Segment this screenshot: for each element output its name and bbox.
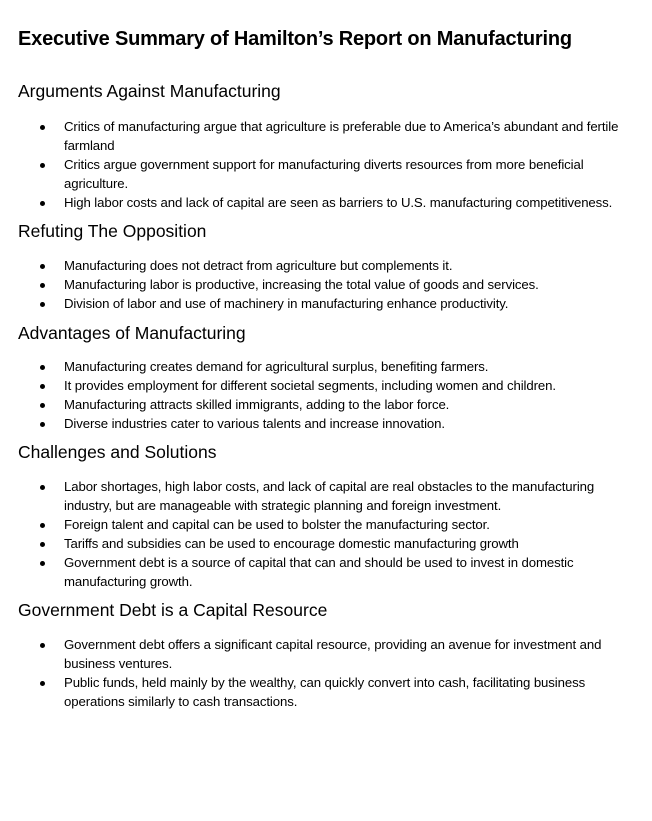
bullet-text: Manufacturing attracts skilled immigrants, adding to the labor force. [64, 397, 450, 412]
bullet-dot-icon [40, 201, 45, 206]
document-title: Executive Summary of Hamilton’s Report on Manufacturing [18, 28, 572, 50]
bullet-item [18, 376, 634, 395]
bullet-item [18, 553, 634, 591]
bullet-text: Manufacturing labor is productive, increasing the total value of goods and services. [64, 277, 539, 292]
bullet-text: Public funds, held mainly by the wealthy, can quickly convert into cash, facilitating business operations similarly to cash transactions. [64, 675, 586, 709]
bullet-item [18, 477, 634, 515]
bullet-item [18, 193, 634, 212]
bullet-dot-icon [40, 384, 45, 389]
bullet-item [18, 117, 634, 155]
bullet-text: Manufacturing creates demand for agricultural surplus, benefiting farmers. [64, 359, 489, 374]
bullet-dot-icon [40, 365, 45, 370]
bullet-text: Critics argue government support for manufacturing diverts resources from more beneficial agriculture. [64, 157, 584, 191]
bullet-list [18, 357, 634, 433]
section-arguments-against [18, 80, 634, 212]
bullet-item [18, 534, 634, 553]
bullet-dot-icon [40, 523, 45, 528]
section-refuting-opposition [18, 220, 634, 313]
bullet-dot-icon [40, 422, 45, 427]
section-heading: Challenges and Solutions [18, 442, 217, 462]
bullet-dot-icon [40, 643, 45, 648]
bullet-dot-icon [40, 125, 45, 130]
section-heading: Government Debt is a Capital Resource [18, 600, 328, 620]
bullet-item [18, 635, 634, 673]
bullet-dot-icon [40, 302, 45, 307]
bullet-item [18, 395, 634, 414]
bullet-text: Labor shortages, high labor costs, and lack of capital are real obstacles to the manufacturing industry, but are manageable with strategic planning and foreign investment. [64, 479, 595, 513]
bullet-list [18, 256, 634, 313]
bullet-item [18, 357, 634, 376]
bullet-item [18, 294, 634, 313]
section-government-debt [18, 599, 634, 711]
section-heading: Advantages of Manufacturing [18, 323, 246, 343]
section-challenges-solutions [18, 441, 634, 591]
bullet-item [18, 256, 634, 275]
section-heading: Arguments Against Manufacturing [18, 81, 281, 101]
bullet-text: It provides employment for different societal segments, including women and children. [64, 378, 556, 393]
bullet-dot-icon [40, 264, 45, 269]
bullet-dot-icon [40, 403, 45, 408]
bullet-text: Critics of manufacturing argue that agriculture is preferable due to America’s abundant and fertile farmland [64, 119, 619, 153]
bullet-dot-icon [40, 163, 45, 168]
bullet-item [18, 673, 634, 711]
bullet-text: Government debt is a source of capital that can and should be used to invest in domestic manufacturing growth. [64, 555, 574, 589]
bullet-text: High labor costs and lack of capital are seen as barriers to U.S. manufacturing competitiveness. [64, 195, 613, 210]
bullet-dot-icon [40, 681, 45, 686]
bullet-list [18, 635, 634, 711]
bullet-item [18, 414, 634, 433]
bullet-text: Manufacturing does not detract from agriculture but complements it. [64, 258, 453, 273]
section-heading: Refuting The Opposition [18, 221, 207, 241]
bullet-dot-icon [40, 561, 45, 566]
bullet-item [18, 155, 634, 193]
bullet-text: Government debt offers a significant capital resource, providing an avenue for investment and business ventures. [64, 637, 602, 671]
bullet-dot-icon [40, 485, 45, 490]
bullet-item [18, 515, 634, 534]
bullet-text: Foreign talent and capital can be used to bolster the manufacturing sector. [64, 517, 490, 532]
bullet-text: Diverse industries cater to various talents and increase innovation. [64, 416, 445, 431]
bullet-dot-icon [40, 542, 45, 547]
bullet-text: Tariffs and subsidies can be used to encourage domestic manufacturing growth [64, 536, 519, 551]
bullet-list [18, 117, 634, 212]
bullet-item [18, 275, 634, 294]
section-advantages [18, 322, 634, 433]
bullet-dot-icon [40, 283, 45, 288]
bullet-text: Division of labor and use of machinery in manufacturing enhance productivity. [64, 296, 509, 311]
bullet-list [18, 477, 634, 591]
